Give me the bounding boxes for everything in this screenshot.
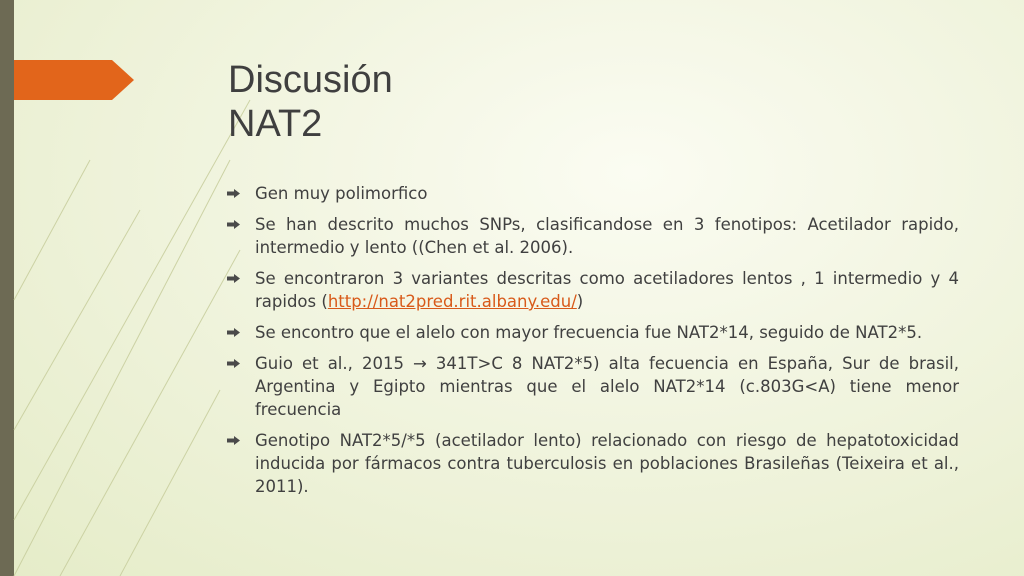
list-item-text: Genotipo NAT2*5/*5 (acetilador lento) relacionado con riesgo de hepatotoxicidad inducida por fármacos contra tuberculosis en poblaciones Brasileñas (Teixeira et al., 2011). bbox=[255, 431, 959, 496]
list-item bbox=[227, 429, 959, 498]
title-line-2: NAT2 bbox=[228, 103, 323, 145]
list-item bbox=[227, 352, 959, 421]
list-item bbox=[227, 321, 959, 344]
arrow-bullet-icon bbox=[227, 436, 240, 445]
arrow-bullet-icon bbox=[227, 220, 240, 229]
list-item-text: Se han descrito muchos SNPs, clasificandose en 3 fenotipos: Acetilador rapido, intermedio y lento ((Chen et al. 2006). bbox=[255, 215, 959, 257]
right-arrow-icon: → bbox=[413, 354, 427, 373]
list-item-text-end: ) bbox=[576, 292, 584, 311]
slide-title bbox=[228, 58, 393, 146]
list-item-text-end: 341T>C 8 NAT2*5) alta fecuencia en España, Sur de brasil, Argentina y Egipto mientras que el alelo NAT2*14 (c.803G<A) tiene menor frecuencia bbox=[255, 354, 959, 419]
list-item-text: Se encontraron 3 variantes descritas como acetiladores lentos , 1 intermedio y 4 rapidos ( bbox=[255, 269, 959, 311]
bullet-list bbox=[227, 182, 959, 506]
list-item-text: Guio et al., 2015 bbox=[255, 354, 414, 373]
nat2pred-link[interactable]: http://nat2pred.rit.albany.edu/ bbox=[327, 292, 577, 311]
arrow-bullet-icon bbox=[227, 328, 240, 337]
arrow-bullet-icon bbox=[227, 274, 240, 283]
arrow-bullet-icon bbox=[227, 359, 240, 368]
list-item-text: Gen muy polimorfico bbox=[255, 184, 428, 203]
left-vertical-bar bbox=[0, 0, 14, 576]
arrow-bullet-icon bbox=[227, 189, 240, 198]
list-item bbox=[227, 267, 959, 313]
title-line-1: Discusión bbox=[228, 59, 393, 101]
title-accent-arrow bbox=[14, 60, 134, 100]
list-item bbox=[227, 213, 959, 259]
list-item-text: Se encontro que el alelo con mayor frecuencia fue NAT2*14, seguido de NAT2*5. bbox=[255, 323, 923, 342]
list-item bbox=[227, 182, 959, 205]
